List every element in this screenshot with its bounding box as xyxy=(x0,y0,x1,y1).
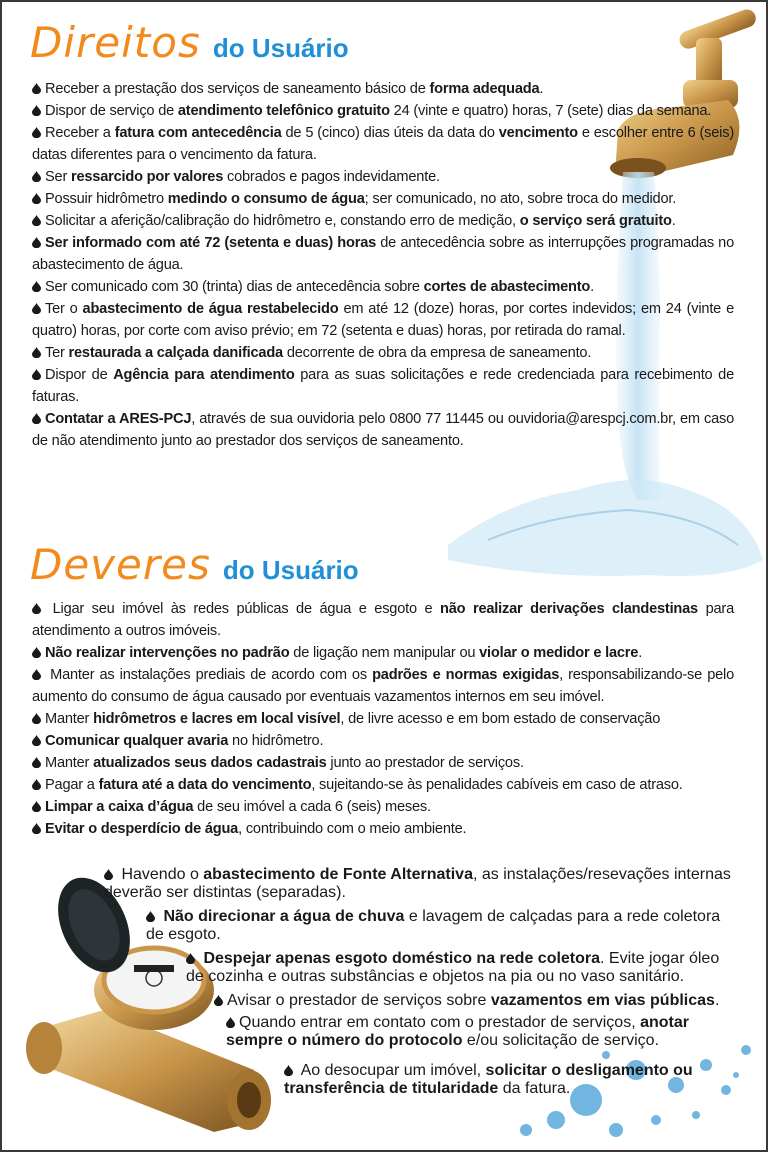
list-item xyxy=(32,364,734,408)
duties-heading xyxy=(30,540,359,589)
text: cobrados e pagos indevidamente. xyxy=(223,169,440,185)
bold-text: abastecimento de água restabelecido xyxy=(82,301,339,317)
bold-text: anotar sempre o número do protocolo xyxy=(226,1014,689,1049)
text: em até 12 (doze) horas, por cortes indevidos; em 24 (vinte e quatro) horas, por corte com aviso prévio; em 72 (setenta e duas) horas, por retirada do ramal. xyxy=(32,301,734,339)
list-item xyxy=(32,730,734,752)
water-drop-icon xyxy=(32,779,41,790)
water-drop-icon xyxy=(186,953,195,964)
text: Receber a prestação dos serviços de saneamento básico de xyxy=(45,81,430,97)
list-item xyxy=(32,408,734,452)
text: e lavagem de calçadas para a rede coletora de esgoto. xyxy=(146,908,721,943)
list-item xyxy=(32,232,734,276)
text: , de livre acesso e em bom estado de conservação xyxy=(340,711,661,727)
list-item xyxy=(32,642,734,664)
list-item xyxy=(226,1014,734,1050)
list-item xyxy=(32,122,734,166)
text: Dispor de xyxy=(45,367,114,383)
water-drop-icon xyxy=(284,1065,293,1076)
list-item xyxy=(32,276,734,298)
bold-text: Comunicar qualquer avaria xyxy=(45,733,229,749)
text: Receber a xyxy=(45,125,115,141)
text: junto ao prestador de serviços. xyxy=(326,755,524,771)
text: Manter xyxy=(45,711,94,727)
rights-heading xyxy=(30,18,349,67)
water-drop-icon xyxy=(32,757,41,768)
text: ; ser comunicado, no ato, sobre troca do medidor. xyxy=(364,191,677,207)
text: Solicitar a aferição/calibração do hidrômetro e, constando erro de medição, xyxy=(45,213,520,229)
bold-text: Limpar a caixa d’água xyxy=(45,799,194,815)
water-drop-icon xyxy=(32,823,41,834)
bold-text: o serviço será gratuito xyxy=(519,213,672,229)
rights-title-sub: do Usuário xyxy=(212,33,349,63)
text: e escolher entre 6 (seis) datas diferentes para o vencimento da fatura. xyxy=(32,125,734,163)
water-drop-icon xyxy=(32,669,41,680)
water-drop-icon xyxy=(32,127,41,138)
bold-text: fatura com antecedência xyxy=(114,125,282,141)
text: de 5 (cinco) dias úteis da data do xyxy=(281,125,499,141)
list-item xyxy=(32,298,734,342)
water-drop-icon xyxy=(32,413,41,424)
text: Pagar a xyxy=(45,777,99,793)
water-drop-icon xyxy=(32,735,41,746)
bold-text: vazamentos em vias públicas xyxy=(490,992,715,1009)
text: , as instalações/resevações internas deverão ser distintas (separadas). xyxy=(104,866,731,901)
text: Quando entrar em contato com o prestador de serviços, xyxy=(239,1014,641,1031)
water-drop-icon xyxy=(32,281,41,292)
water-drop-icon xyxy=(32,171,41,182)
bold-text: hidrômetros e lacres em local visível xyxy=(93,711,341,727)
text: . Evite jogar óleo de cozinha e outras substâncias e objetos na pia ou no vaso sanitário. xyxy=(186,950,720,985)
list-item xyxy=(104,866,734,902)
bold-text: Despejar apenas esgoto doméstico na rede coletora xyxy=(203,950,601,967)
bold-text: cortes de abastecimento xyxy=(423,279,591,295)
water-drop-icon xyxy=(32,801,41,812)
text: Manter as instalações prediais de acordo com os xyxy=(45,667,373,683)
bold-text: atualizados seus dados cadastrais xyxy=(93,755,327,771)
text: 24 (vinte e quatro) horas, 7 (sete) dias da semana. xyxy=(389,103,712,119)
water-drop-icon xyxy=(32,215,41,226)
bold-text: Não realizar intervenções no padrão xyxy=(45,645,290,661)
text: Ser comunicado com 30 (trinta) dias de antecedência sobre xyxy=(45,279,424,295)
bold-text: abastecimento de Fonte Alternativa xyxy=(203,866,473,883)
text: , através de sua ouvidoria pelo 0800 77 11445 ou ouvidoria@arespcj.com.br, em caso de não atendimento junto ao prestador dos serviços de saneamento. xyxy=(32,411,734,449)
bold-text: Não direcionar a água de chuva xyxy=(163,908,405,925)
bold-text: atendimento telefônico gratuito xyxy=(177,103,390,119)
text: Havendo o xyxy=(117,866,204,883)
text: Manter xyxy=(45,755,94,771)
list-item xyxy=(32,708,734,730)
bold-text: forma adequada xyxy=(429,81,540,97)
duties-list xyxy=(32,598,734,840)
list-item xyxy=(32,818,734,840)
list-item xyxy=(186,950,734,986)
bold-text: Evitar o desperdício de água xyxy=(45,821,239,837)
water-drop-icon xyxy=(226,1017,235,1028)
bold-text: Contatar a ARES-PCJ xyxy=(45,411,192,427)
duties-title-script: Deveres xyxy=(30,540,211,589)
text: Avisar o prestador de serviços sobre xyxy=(227,992,491,1009)
list-item xyxy=(32,752,734,774)
water-drop-icon xyxy=(32,713,41,724)
water-drop-icon xyxy=(32,647,41,658)
text: Ter o xyxy=(45,301,83,317)
bold-text: vencimento xyxy=(498,125,578,141)
bold-text: Ser informado com até 72 (setenta e duas) horas xyxy=(45,235,377,251)
text: de ligação nem manipular ou xyxy=(289,645,480,661)
text: . xyxy=(638,645,643,661)
list-item xyxy=(284,1062,734,1098)
text: , contribuindo com o meio ambiente. xyxy=(238,821,467,837)
water-drop-icon xyxy=(32,603,41,614)
text: Ter xyxy=(45,345,69,361)
text: Ligar seu imóvel às redes públicas de água e esgoto e xyxy=(45,601,441,617)
water-drop-icon xyxy=(32,83,41,94)
text: para atendimento a outros imóveis. xyxy=(32,601,734,639)
bold-text: violar o medidor e lacre xyxy=(479,645,639,661)
water-drop-icon xyxy=(146,911,155,922)
text: Ser xyxy=(45,169,71,185)
text: . xyxy=(714,992,720,1009)
bold-text: ressarcido por valores xyxy=(70,169,224,185)
bold-text: Agência para atendimento xyxy=(113,367,295,383)
list-item xyxy=(214,992,734,1010)
text: no hidrômetro. xyxy=(228,733,324,749)
list-item xyxy=(32,598,734,642)
list-item xyxy=(32,100,734,122)
text: , sujeitando-se às penalidades cabíveis em caso de atraso. xyxy=(311,777,683,793)
text: de seu imóvel a cada 6 (seis) meses. xyxy=(193,799,431,815)
bold-text: solicitar o desligamento ou transferência de titularidade xyxy=(284,1062,693,1097)
text: para as suas solicitações e rede credenciada para recebimento de faturas. xyxy=(32,367,735,405)
list-item xyxy=(32,78,734,100)
bold-text: não realizar derivações clandestinas xyxy=(440,601,698,617)
list-item xyxy=(32,664,734,708)
list-item xyxy=(32,166,734,188)
water-drop-icon xyxy=(32,105,41,116)
list-item xyxy=(32,210,734,232)
water-drop-icon xyxy=(32,237,41,248)
water-drop-icon xyxy=(32,193,41,204)
water-drop-icon xyxy=(32,347,41,358)
text: , responsabilizando-se pelo aumento do consumo de água causado por eventuais vazamentos internos em seu imóvel. xyxy=(32,667,734,705)
text: da fatura. xyxy=(498,1080,571,1097)
duties-title-sub: do Usuário xyxy=(222,555,359,585)
rights-title-script: Direitos xyxy=(30,18,201,67)
rights-list xyxy=(32,78,734,452)
text: Possuir hidrômetro xyxy=(45,191,168,207)
list-item xyxy=(32,342,734,364)
water-drop-icon xyxy=(104,869,113,880)
list-item xyxy=(32,188,734,210)
bold-text: fatura até a data do vencimento xyxy=(98,777,312,793)
bold-text: medindo o consumo de água xyxy=(167,191,365,207)
bold-text: padrões e normas exigidas xyxy=(372,667,560,683)
text: Dispor de serviço de xyxy=(45,103,178,119)
list-item xyxy=(146,908,734,944)
bold-text: restaurada a calçada danificada xyxy=(68,345,283,361)
text: . xyxy=(671,213,676,229)
water-drop-icon xyxy=(32,303,41,314)
text: . xyxy=(590,279,594,295)
list-item xyxy=(32,774,734,796)
water-drop-icon xyxy=(32,369,41,380)
water-drop-icon xyxy=(214,995,223,1006)
text: e/ou solicitação de serviço. xyxy=(462,1032,660,1049)
text: . xyxy=(539,81,544,97)
text: decorrente de obra da empresa de saneamento. xyxy=(282,345,592,361)
list-item xyxy=(32,796,734,818)
text: Ao desocupar um imóvel, xyxy=(297,1062,486,1079)
text: de antecedência sobre as interrupções programadas no abastecimento de água. xyxy=(32,235,734,273)
